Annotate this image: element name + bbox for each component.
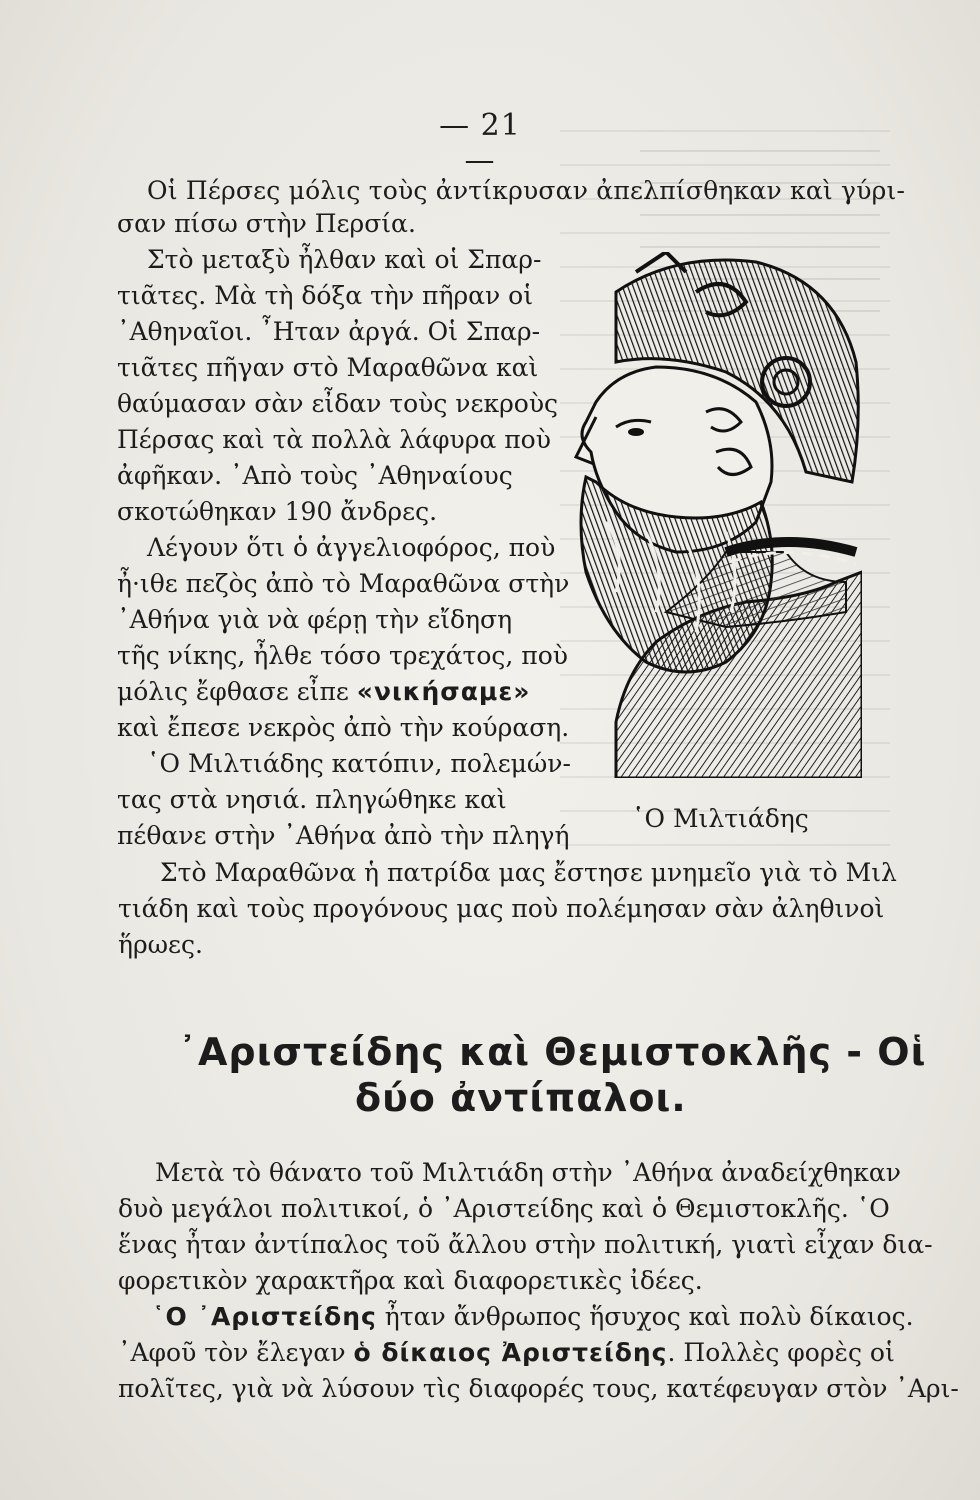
text-line: καὶ ἔπεσε νεκρὸς ἀπὸ τὴν κούραση. (117, 713, 570, 742)
text-line: ἕνας ἦταν ἀντίπαλος τοῦ ἄλλου στὴν πολιτική, γιατὶ εἶχαν δια- (118, 1230, 933, 1259)
text-line: ἦ·ιθε πεζὸς ἀπὸ τὸ Μαραθῶνα στὴν (117, 569, 570, 598)
portrait-caption: ῾Ο Μιλτιάδης (632, 804, 809, 833)
text-line: τιάδη καὶ τοὺς προγόνους μας ποὺ πολέμησαν σὰν ἀληθινοὶ (118, 894, 885, 923)
text-line: Στὸ μεταξὺ ἦλθαν καὶ οἱ Σπαρ- (147, 245, 542, 274)
text-line: φορετικὸν χαρακτῆρα καὶ διαφορετικὲς ἰδέες. (118, 1266, 703, 1295)
section-heading-line2: δύο ἀντίπαλοι. (355, 1076, 687, 1120)
text-line: Στὸ Μαραθῶνα ἡ πατρίδα μας ἔστησε μνημεῖο γιὰ τὸ Μιλ (160, 858, 897, 887)
text-span: ᾿Αφοῦ τὸν ἔλεγαν (118, 1338, 354, 1367)
text-line: ᾿Αθηναῖοι. ῏Ηταν ἀργά. Οἱ Σπαρ- (117, 317, 541, 346)
text-line: ῾Ο Μιλτιάδης κατόπιν, πολεμών- (147, 749, 571, 778)
text-line: θαύμασαν σὰν εἶδαν τοὺς νεκροὺς (117, 389, 559, 418)
text-span: . Πολλὲς φορὲς οἱ (667, 1338, 895, 1367)
text-line: τιᾶτες. Μὰ τὴ δόξα τὴν πῆραν οἱ (117, 281, 534, 310)
bold-epithet: ὁ δίκαιος Ἀριστείδης (353, 1338, 668, 1367)
text-line: πέθανε στὴν ᾿Αθήνα ἀπὸ τὴν πληγή (117, 821, 570, 850)
bold-name: ῾Ο ᾿Αριστείδης (152, 1302, 377, 1331)
text-line: ἀφῆκαν. ᾿Απὸ τοὺς ᾿Αθηναίους (117, 461, 513, 490)
miltiades-portrait (556, 252, 862, 778)
text-line (117, 679, 530, 704)
text-line: Μετὰ τὸ θάνατο τοῦ Μιλτιάδη στὴν ᾿Αθήνα ἀναδείχθηκαν (155, 1158, 901, 1187)
text-line: τας στὰ νησιά. πληγώθηκε καὶ (117, 785, 507, 814)
text-line: σκοτώθηκαν 190 ἄνδρες. (117, 497, 438, 526)
text-line: ἥρωες. (118, 930, 203, 959)
page-number: — 21 — (439, 108, 521, 178)
text-line: δυὸ μεγάλοι πολιτικοί, ὁ ᾿Αριστείδης καὶ ὁ Θεμιστοκλῆς. ῾Ο (118, 1194, 890, 1223)
text-line: Οἱ Πέρσες μόλις τοὺς ἀντίκρυσαν ἀπελπίσθηκαν καὶ γύρι- (147, 176, 906, 205)
text-line (152, 1304, 914, 1329)
text-span: ἦταν ἄνθρωπος ἥσυχος καὶ πολὺ δίκαιος. (376, 1302, 914, 1331)
text-line: Λέγουν ὅτι ὁ ἀγγελιοφόρος, ποὺ (147, 533, 556, 562)
text-line: ᾿Αθήνα γιὰ νὰ φέρῃ τὴν εἴδηση (117, 605, 513, 634)
text-line: τιᾶτες πῆγαν στὸ Μαραθῶνα καὶ (117, 353, 539, 382)
text-span: μόλις ἔφθασε εἶπε (117, 677, 357, 706)
text-line (118, 1340, 895, 1365)
quoted-word: «νικήσαμε» (356, 677, 531, 706)
text-line: τῆς νίκης, ἦλθε τόσο τρεχάτος, ποὺ (117, 641, 568, 670)
text-line: Πέρσας καὶ τὰ πολλὰ λάφυρα ποὺ (117, 425, 551, 454)
section-heading-line1: ᾿Αριστείδης καὶ Θεμιστοκλῆς - Οἱ (178, 1030, 927, 1074)
text-line: σαν πίσω στὴν Περσία. (117, 209, 416, 238)
text-line: πολῖτες, γιὰ νὰ λύσουν τὶς διαφορές τους, κατέφευγαν στὸν ᾿Αρι- (118, 1374, 959, 1403)
